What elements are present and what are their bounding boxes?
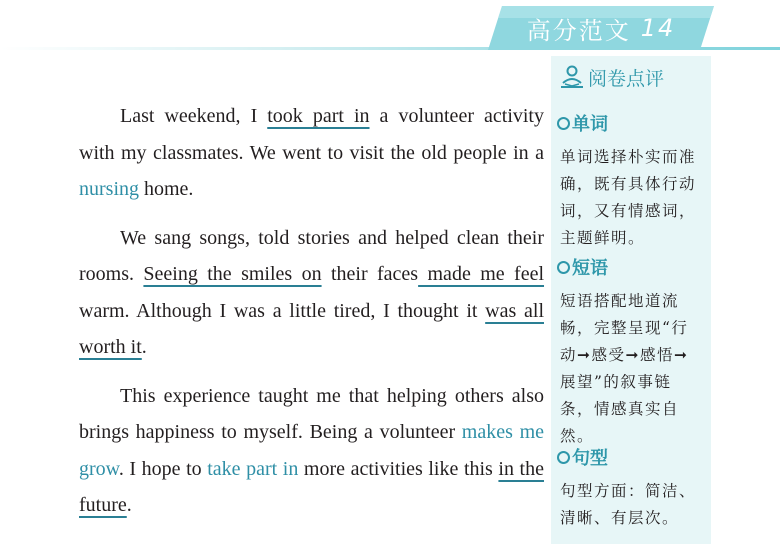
highlighted-word: nursing bbox=[79, 178, 139, 200]
circle-bullet-icon bbox=[557, 117, 570, 130]
underlined-phrase: Seeing the smiles on bbox=[143, 263, 322, 285]
section-heading-words: 单词 bbox=[557, 110, 608, 136]
section-heading-phrases: 短语 bbox=[557, 254, 608, 280]
highlighted-phrase: take part in bbox=[207, 457, 299, 480]
section-heading-sentences: 句型 bbox=[557, 444, 608, 470]
circle-bullet-icon bbox=[557, 451, 570, 464]
review-panel bbox=[551, 56, 711, 544]
review-title-text: 阅卷点评 bbox=[588, 67, 665, 90]
essay-body bbox=[79, 98, 544, 536]
essay-paragraph-1: Last weekend, I took part in a volunteer activity with my classmates. We went to visit the old people in a nursing home. bbox=[79, 105, 544, 200]
reader-icon bbox=[559, 64, 585, 90]
banner-number: 14 bbox=[640, 14, 676, 42]
underlined-phrase: in the future bbox=[79, 457, 544, 516]
circle-bullet-icon bbox=[557, 261, 570, 274]
underlined-phrase: made me feel bbox=[418, 263, 545, 285]
section-body-sentences: 句型方面：简洁、清晰、有层次。 bbox=[560, 482, 697, 527]
section-body-words: 单词选择朴实而准确，既有具体行动词，又有情感词，主题鲜明。 bbox=[560, 148, 697, 247]
banner-title: 高分范文 bbox=[526, 16, 631, 45]
underlined-phrase: was all worth it bbox=[79, 299, 544, 358]
title-banner bbox=[488, 6, 714, 50]
section-body-phrases: 短语搭配地道流畅，完整呈现“行动➞感受➞感悟➞展望”的叙事链条，情感真实自然。 bbox=[560, 292, 689, 445]
review-title bbox=[559, 62, 664, 92]
underlined-phrase: took part in bbox=[267, 105, 370, 127]
highlighted-phrase: makes me grow bbox=[79, 421, 545, 480]
essay-paragraph-3: This experience taught me that helping others also brings happiness to myself. Being a volunteer makes me grow. I hope to take part in more activities like this in the future. bbox=[79, 384, 545, 516]
essay-paragraph-2: We sang songs, told stories and helped clean their rooms. Seeing the smiles on their faces made me feel warm. Although I was a little tired, I thought it was all worth it. bbox=[79, 226, 545, 358]
